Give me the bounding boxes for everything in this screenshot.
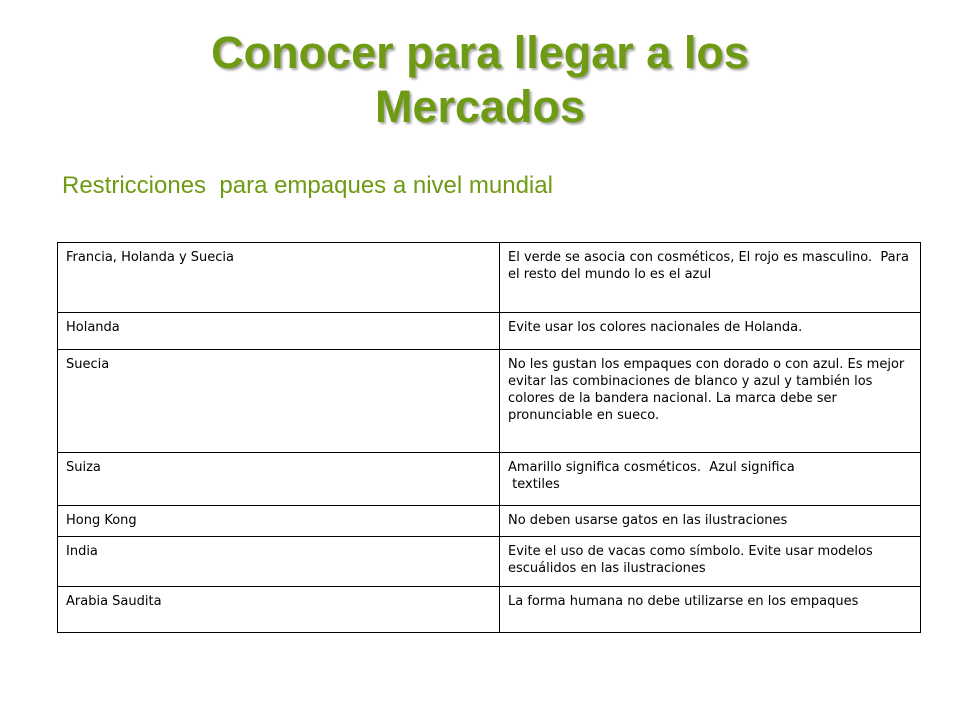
table-row [58,243,921,313]
restriction-cell: Amarillo significa cosméticos. Azul significa textiles [500,453,921,506]
restriction-cell: La forma humana no debe utilizarse en los empaques [500,587,921,633]
slide-title-line-1: Conocer para llegar a los [211,27,749,78]
country-cell: India [58,537,500,587]
restriction-cell: Evite el uso de vacas como símbolo. Evite usar modelos escuálidos en las ilustraciones [500,537,921,587]
restriction-cell: El verde se asocia con cosméticos, El rojo es masculino. Para el resto del mundo lo es el azul [500,243,921,313]
slide-title [0,26,960,134]
country-cell: Holanda [58,313,500,350]
restriction-cell: Evite usar los colores nacionales de Holanda. [500,313,921,350]
slide-title-line-2: Mercados [374,81,586,132]
table-row [58,313,921,350]
country-cell: Francia, Holanda y Suecia [58,243,500,313]
table-row [58,587,921,633]
country-cell: Suiza [58,453,500,506]
slide-subtitle: Restricciones para empaques a nivel mundial [62,172,553,199]
country-cell: Suecia [58,350,500,453]
country-cell: Hong Kong [58,506,500,537]
country-cell: Arabia Saudita [58,587,500,633]
restriction-cell: No les gustan los empaques con dorado o con azul. Es mejor evitar las combinaciones de blanco y azul y también los colores de la bandera nacional. La marca debe ser pronunciable en sueco. [500,350,921,453]
restrictions-table [57,242,921,633]
table-row [58,350,921,453]
restriction-cell: No deben usarse gatos en las ilustraciones [500,506,921,537]
table-row [58,506,921,537]
table-row [58,537,921,587]
table-row [58,453,921,506]
